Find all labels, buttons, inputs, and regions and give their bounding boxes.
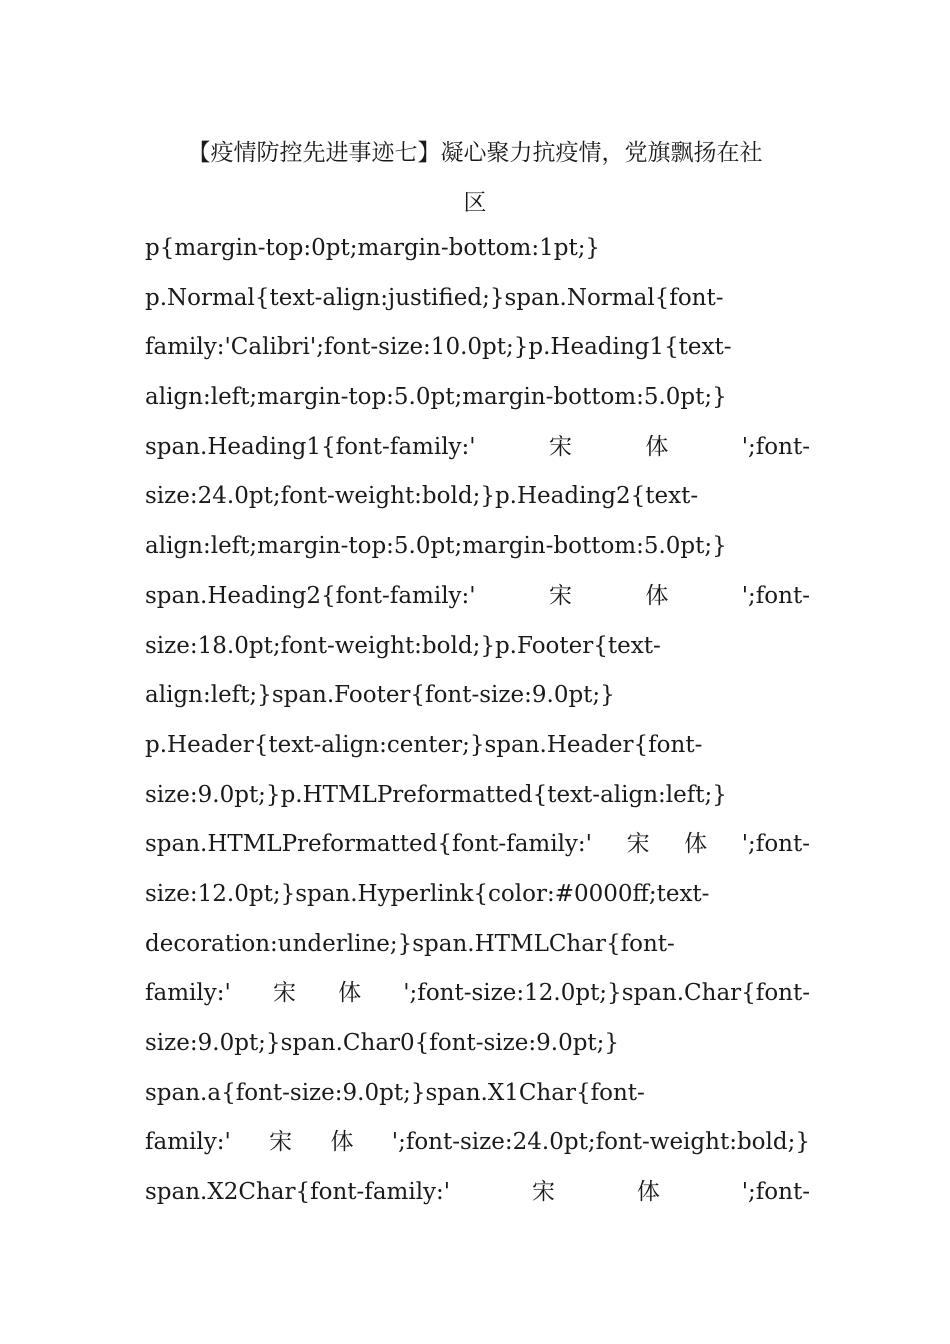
text-fragment: size:9.0pt;}p.HTMLPreformatted{text-align:left;} [145,781,727,808]
text-fragment: family:'Calibri';font-size:10.0pt;}p.Heading1{text- [145,334,732,361]
text-line [145,721,810,771]
text-fragment: span.X2Char{font-family:' [145,1179,451,1206]
text-line [145,622,810,672]
text-fragment: 宋 [531,1179,555,1206]
text-line [145,671,810,721]
text-line [145,472,810,522]
text-fragment: align:left;margin-top:5.0pt;margin-bottom:5.0pt;} [145,533,727,560]
text-fragment: p.Header{text-align:center;}span.Header{font- [145,731,703,758]
text-line [145,920,810,970]
text-fragment: size:18.0pt;font-weight:bold;}p.Footer{text- [145,632,661,659]
text-line [145,1069,810,1119]
text-fragment: ';font-size:24.0pt;font-weight:bold;} [391,1129,810,1156]
text-fragment: span.Heading2{font-family:' [145,582,476,609]
title-line-1: 【疫情防控先进事迹七】凝心聚力抗疫情，党旗飘扬在社 [187,140,763,166]
text-line [145,1168,810,1218]
text-fragment: ';font- [741,831,810,858]
text-fragment: align:left;margin-top:5.0pt;margin-bottom:5.0pt;} [145,384,727,411]
text-fragment: 体 [684,831,708,858]
text-fragment: 体 [636,1179,660,1206]
text-fragment: family:' [145,980,231,1007]
text-line [145,224,810,274]
text-fragment: span.HTMLPreformatted{font-family:' [145,831,592,858]
text-line [145,323,810,373]
text-fragment: p.Normal{text-align:justified;}span.Normal{font- [145,284,724,311]
document-title [145,128,805,228]
text-fragment: p{margin-top:0pt;margin-bottom:1pt;} [145,235,601,261]
text-line [145,274,810,324]
text-line [145,1118,810,1168]
text-fragment: 宋 [548,582,572,609]
text-fragment: ';font- [741,582,810,609]
text-fragment: 体 [338,980,362,1007]
text-fragment: 体 [645,582,669,609]
body-text [145,224,810,1218]
text-line [145,771,810,821]
text-fragment: 体 [330,1129,354,1156]
text-fragment: ';font- [741,1179,810,1206]
text-line [145,373,810,423]
text-line [145,423,810,473]
text-line [145,969,810,1019]
text-fragment: 宋 [548,433,572,460]
text-line [145,820,810,870]
title-line-2: 区 [463,190,487,216]
text-line [145,572,810,622]
text-line [145,522,810,572]
text-line [145,1019,810,1069]
text-fragment: size:9.0pt;}span.Char0{font-size:9.0pt;} [145,1030,620,1056]
text-fragment: 体 [645,433,669,460]
text-fragment: ';font- [741,433,810,460]
text-fragment: 宋 [269,1129,293,1156]
text-fragment: span.a{font-size:9.0pt;}span.X1Char{font- [145,1079,645,1106]
text-fragment: span.Heading1{font-family:' [145,433,476,460]
text-fragment: 宋 [626,831,650,858]
text-fragment: size:24.0pt;font-weight:bold;}p.Heading2{text- [145,483,699,510]
text-fragment: size:12.0pt;}span.Hyperlink{color:#0000ff;text- [145,880,710,907]
text-fragment: align:left;}span.Footer{font-size:9.0pt;} [145,682,615,709]
text-fragment: ';font-size:12.0pt;}span.Char{font- [403,980,810,1007]
text-fragment: family:' [145,1129,231,1156]
text-line [145,870,810,920]
text-fragment: 宋 [272,980,296,1007]
text-fragment: decoration:underline;}span.HTMLChar{font- [145,930,675,957]
